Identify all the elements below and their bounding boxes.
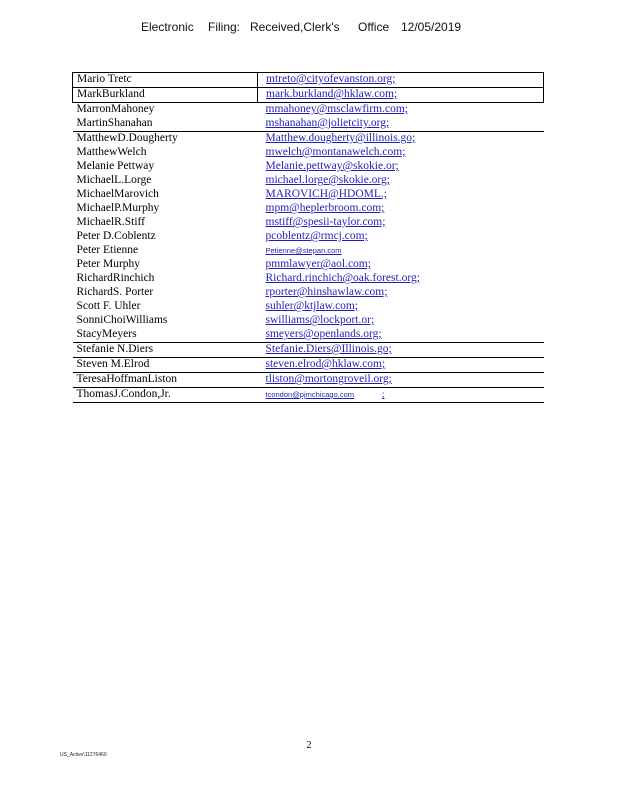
header-filing: Filing: [208, 20, 241, 34]
contact-email[interactable]: Matthew.dougherty@illinois.go; [265, 132, 416, 144]
contact-name: MichaelR.Stiff [76, 216, 145, 228]
contact-name: TeresaHoffmanListon [73, 373, 258, 388]
contact-name: Melanie Pettway [76, 160, 155, 172]
contact-name: MichaelL.Lorge [76, 174, 152, 186]
contact-name: RichardS. Porter [76, 286, 154, 298]
table-row [73, 216, 544, 230]
contact-email[interactable]: pcoblentz@rmcj.com; [265, 230, 368, 242]
contact-email[interactable]: Stefanie.Diers@Illinois.go; [265, 343, 392, 355]
contact-email[interactable]: suhler@ktjlaw.com; [265, 300, 359, 312]
contact-email[interactable]: Melanie.pettway@skokie.or; [265, 160, 399, 172]
table-row [73, 132, 544, 147]
contact-name: ThomasJ.Condon,Jr. [73, 388, 258, 403]
table-row [73, 88, 544, 103]
contact-email[interactable]: mwelch@montanawelch.com; [265, 146, 406, 158]
table-row [73, 146, 544, 160]
contact-email[interactable]: tcondon@pjmchicago.com [265, 390, 354, 399]
contact-email[interactable]: Petienne@stepan.com [265, 246, 342, 255]
contact-name: MarkBurkland [73, 88, 258, 103]
table-row [73, 314, 544, 328]
contact-name: SonniChoiWilliams [76, 314, 168, 326]
contact-email[interactable]: rporter@hinshawlaw.com; [265, 286, 388, 298]
table-row [73, 230, 544, 244]
contact-email[interactable]: smeyers@openlands.org; [265, 328, 382, 340]
contact-name: MatthewWelch [76, 146, 147, 158]
table-row [73, 174, 544, 188]
contact-name: Mario Tretc [73, 73, 258, 88]
table-row [73, 343, 544, 358]
contact-email[interactable]: pmmlawyer@aol.com; [265, 258, 371, 270]
table-row [73, 328, 544, 343]
contact-name: MarronMahoney [76, 103, 155, 115]
table-row [73, 286, 544, 300]
table-row [73, 358, 544, 373]
contact-name: MichaelMarovich [76, 188, 159, 200]
header-electronic: Electronic [141, 20, 194, 34]
contact-email[interactable]: mstiff@spesii-taylor.com; [265, 216, 386, 228]
contact-email[interactable]: michael.lorge@skokie.org; [265, 174, 391, 186]
contact-name: Stefanie N.Diers [73, 343, 258, 358]
contact-name: MartinShanahan [73, 117, 258, 132]
contact-name: Peter Etienne [76, 244, 139, 256]
contact-name: StacyMeyers [73, 328, 258, 343]
table-row [73, 103, 544, 118]
contact-name: Peter Murphy [76, 258, 141, 270]
contact-email[interactable]: tliston@mortongroveil.org; [265, 373, 392, 385]
contact-email[interactable]: steven.elrod@hklaw.com; [265, 358, 386, 370]
document-id: US_Active\11276460 [60, 752, 107, 758]
contact-name: MatthewD.Dougherty [76, 132, 178, 144]
contact-name: Scott F. Uhler [76, 300, 141, 312]
table-row [73, 73, 544, 88]
table-row [73, 117, 544, 132]
service-list-table [72, 72, 544, 403]
contact-email[interactable]: mtreto@cityofevanston.org; [266, 73, 396, 85]
contact-name: Steven M.Elrod [73, 358, 258, 373]
contact-email[interactable]: mpm@heplerbroom.com; [265, 202, 385, 214]
contact-email[interactable]: MAROVICH@HDOML.; [265, 188, 387, 200]
table-row [73, 244, 544, 258]
header-received: Received,Clerk's [250, 20, 340, 34]
table-row [73, 300, 544, 314]
table-row [73, 188, 544, 202]
table-row [73, 258, 544, 272]
contact-email[interactable]: Richard.rinchich@oak.forest.org; [265, 272, 420, 284]
header-date: 12/05/2019 [401, 20, 462, 34]
contact-name: RichardRinchich [76, 272, 155, 284]
table-row [73, 160, 544, 174]
contact-email[interactable]: mmahoney@msclawfirm.com; [265, 103, 408, 115]
contact-email[interactable]: swilliams@lockport.or; [265, 314, 375, 326]
email-separator: ; [382, 389, 385, 399]
table-row [73, 388, 544, 403]
contact-name: MichaelP.Murphy [76, 202, 160, 214]
contact-name: Peter D.Coblentz [76, 230, 156, 242]
page-number: 2 [306, 740, 312, 751]
contact-email[interactable]: mark.burkland@hklaw.com; [266, 88, 398, 100]
contact-email[interactable]: mshanahan@jolietcity.org; [265, 117, 390, 129]
header-office: Office [358, 20, 390, 34]
table-row [73, 202, 544, 216]
table-row [73, 373, 544, 388]
table-row [73, 272, 544, 286]
